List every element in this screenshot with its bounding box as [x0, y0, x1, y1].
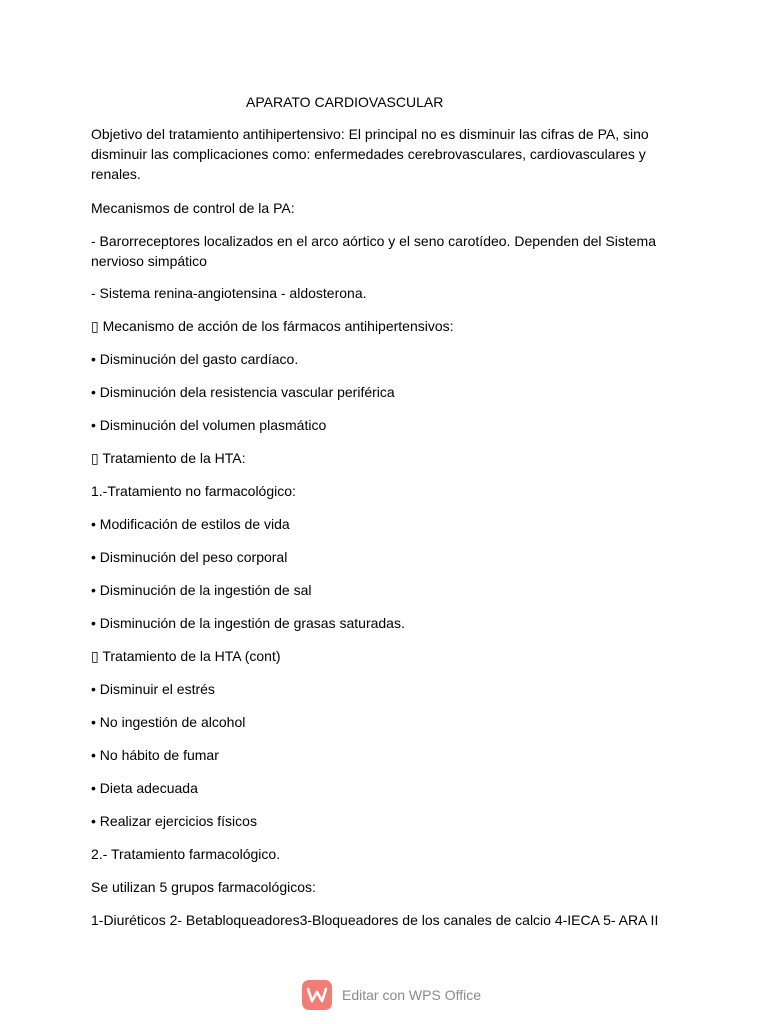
- renin-line: - Sistema renina-angiotensina - aldosterona.: [91, 285, 367, 301]
- objective-paragraph: Objetivo del tratamiento antihipertensivo: El principal no es disminuir las cifras de PA, sino disminuir las complicaciones como: enfermedades cerebrovasculares, cardiovasculares y renales.: [91, 126, 649, 182]
- hta-treatment-heading: ▯ Tratamiento de la HTA:: [91, 450, 246, 466]
- mechanisms-heading: Mecanismos de control de la PA:: [91, 200, 295, 216]
- non-pharma-heading: 1.-Tratamiento no farmacológico:: [91, 483, 296, 499]
- bullet-line: • Dieta adecuada: [91, 780, 198, 796]
- bullet-line: • Disminución del volumen plasmático: [91, 417, 327, 433]
- drug-groups-intro: Se utilizan 5 grupos farmacológicos:: [91, 879, 316, 895]
- document-title: APARATO CARDIOVASCULAR: [246, 94, 444, 110]
- hta-treatment-cont-heading: ▯ Tratamiento de la HTA (cont): [91, 648, 281, 664]
- bullet-line: • Disminución de la ingestión de sal: [91, 582, 312, 598]
- bullet-line: • Disminución dela resistencia vascular periférica: [91, 384, 395, 400]
- bullet-line: • Modificación de estilos de vida: [91, 516, 290, 532]
- edit-with-wps-office-label: Editar con WPS Office: [342, 987, 482, 1003]
- bullet-line: • No hábito de fumar: [91, 747, 219, 763]
- bullet-line: • Realizar ejercicios físicos: [91, 813, 257, 829]
- pharma-heading: 2.- Tratamiento farmacológico.: [91, 846, 281, 862]
- baroreceptors-paragraph: - Barorreceptores localizados en el arco aórtico y el seno carotídeo. Dependen del Sistema nervioso simpático: [91, 233, 656, 269]
- wps-office-logo-icon: [302, 980, 332, 1010]
- bullet-line: • No ingestión de alcohol: [91, 714, 246, 730]
- bullet-line: • Disminuir el estrés: [91, 681, 215, 697]
- drug-groups-list: 1-Diuréticos 2- Betabloqueadores3-Bloqueadores de los canales de calcio 4-IECA 5- ARA II: [91, 912, 659, 928]
- bullet-line: • Disminución del peso corporal: [91, 549, 288, 565]
- bullet-line: • Disminución del gasto cardíaco.: [91, 351, 299, 367]
- mechanism-drugs-heading: ▯ Mecanismo de acción de los fármacos antihipertensivos:: [91, 318, 454, 334]
- edit-with-wps-office-button[interactable]: [302, 979, 481, 1011]
- bullet-line: • Disminución de la ingestión de grasas saturadas.: [91, 615, 405, 631]
